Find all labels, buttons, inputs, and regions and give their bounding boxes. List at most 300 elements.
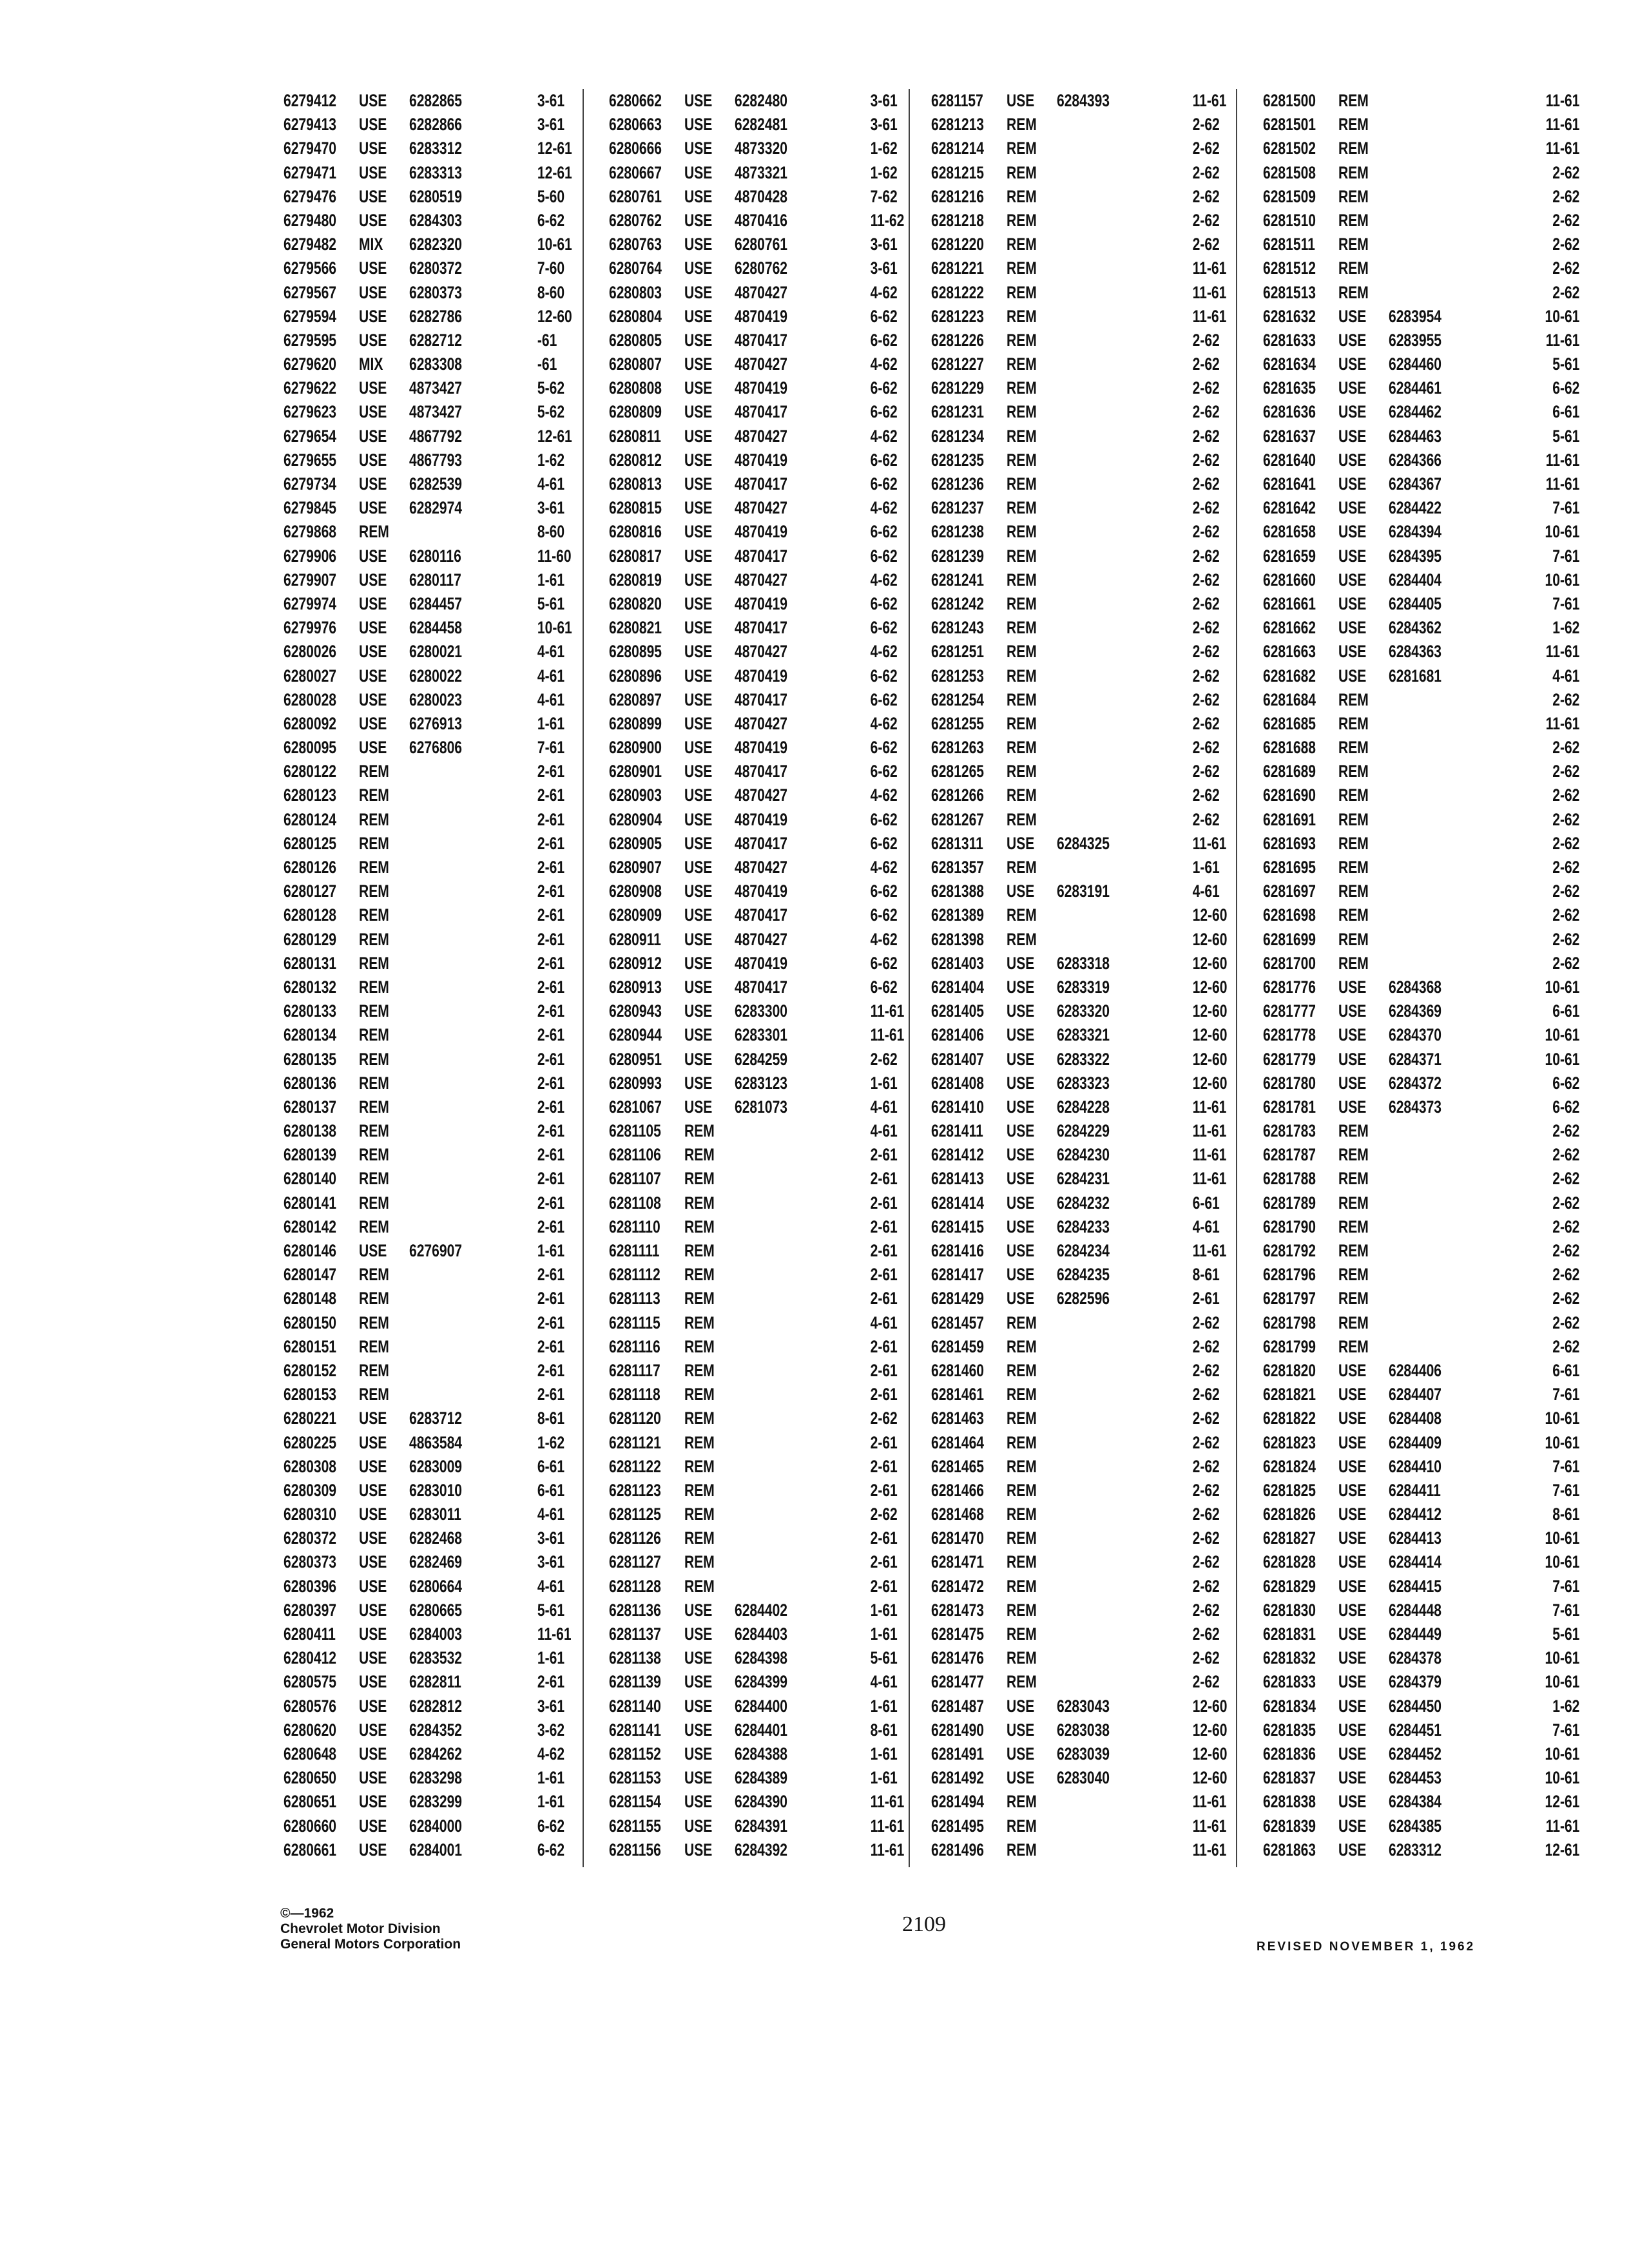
revision-date: 11-60 <box>537 546 572 566</box>
catalog-row <box>1263 1766 1585 1790</box>
action-code: REM <box>359 1097 389 1117</box>
part-number: 6281799 <box>1263 1336 1316 1356</box>
part-number: 6281790 <box>1263 1216 1316 1236</box>
revision-date: 8-61 <box>870 1720 898 1740</box>
action-code: REM <box>359 1265 389 1285</box>
catalog-row <box>609 736 930 760</box>
revision-date: 2-62 <box>1192 689 1220 709</box>
catalog-row <box>284 400 605 424</box>
replacement-part-number: 4863584 <box>409 1432 462 1452</box>
catalog-row <box>609 137 930 160</box>
revision-date: 1-61 <box>537 1792 565 1812</box>
catalog-row <box>609 1311 930 1335</box>
action-code: USE <box>684 1768 713 1788</box>
catalog-row <box>931 1646 1253 1670</box>
catalog-row <box>284 544 605 568</box>
part-number: 6281635 <box>1263 378 1316 398</box>
revision-date: 11-61 <box>870 1816 905 1836</box>
replacement-part-number: 6283954 <box>1389 306 1441 326</box>
revision-date: 2-61 <box>537 833 565 853</box>
catalog-row <box>609 1766 930 1790</box>
part-number: 6281492 <box>931 1768 984 1788</box>
replacement-part-number: 6282866 <box>409 115 462 135</box>
catalog-row <box>931 568 1253 592</box>
action-code: REM <box>359 1025 389 1045</box>
catalog-row <box>931 999 1253 1023</box>
revision-date: 7-61 <box>1552 1600 1580 1620</box>
revision-date: 2-62 <box>1552 1265 1580 1285</box>
replacement-part-number: 6283010 <box>409 1480 462 1500</box>
part-number: 6281659 <box>1263 546 1316 566</box>
catalog-row <box>931 1479 1253 1503</box>
catalog-row <box>1263 1119 1585 1143</box>
action-code: REM <box>1007 593 1037 613</box>
action-code: USE <box>1338 618 1367 638</box>
catalog-row <box>609 1431 930 1455</box>
part-number: 6280907 <box>609 858 662 877</box>
part-number: 6281836 <box>1263 1744 1316 1763</box>
action-code: USE <box>359 1792 387 1812</box>
action-code: REM <box>359 833 389 853</box>
action-code: USE <box>684 330 713 350</box>
part-number: 6280811 <box>609 426 661 446</box>
catalog-row <box>284 425 605 448</box>
action-code: USE <box>359 738 387 758</box>
revision-date: 10-61 <box>1545 1025 1580 1045</box>
part-number: 6280127 <box>284 881 336 901</box>
part-number: 6281266 <box>931 785 984 805</box>
part-number: 6279654 <box>284 426 336 446</box>
revision-date: -61 <box>537 330 557 350</box>
catalog-row <box>609 1023 930 1047</box>
revision-date: 2-61 <box>870 1552 898 1572</box>
action-code: USE <box>684 1600 713 1620</box>
revision-date: 10-61 <box>1545 570 1580 590</box>
replacement-part-number: 6283038 <box>1057 1720 1110 1740</box>
part-number: 6280815 <box>609 498 662 518</box>
part-number: 6281513 <box>1263 282 1316 302</box>
action-code: USE <box>359 1576 387 1596</box>
action-code: USE <box>1007 881 1035 901</box>
action-code: USE <box>1007 1097 1035 1117</box>
part-number: 6281464 <box>931 1432 984 1452</box>
part-number: 6281634 <box>1263 354 1316 374</box>
catalog-row <box>931 400 1253 424</box>
revision-date: 11-61 <box>1192 1169 1227 1189</box>
action-code: USE <box>359 1624 387 1644</box>
revision-date: 5-61 <box>1552 354 1580 374</box>
action-code: USE <box>684 1792 713 1812</box>
revision-date: 2-62 <box>1192 402 1220 422</box>
action-code: USE <box>359 1504 387 1524</box>
action-code: REM <box>1338 1121 1369 1141</box>
action-code: USE <box>359 186 387 206</box>
action-code: USE <box>359 402 387 422</box>
part-number: 6280812 <box>609 450 662 470</box>
part-number: 6281685 <box>1263 713 1316 733</box>
replacement-part-number: 6280373 <box>409 282 462 302</box>
revision-date: 12-61 <box>537 139 572 159</box>
revision-date: 2-62 <box>1192 1336 1220 1356</box>
revision-date: 2-62 <box>870 1408 898 1428</box>
action-code: REM <box>684 1336 715 1356</box>
action-code: USE <box>1338 1385 1367 1405</box>
revision-date: 2-62 <box>1192 426 1220 446</box>
revision-date: 11-61 <box>1545 115 1580 135</box>
replacement-part-number: 4870427 <box>735 713 787 733</box>
catalog-row <box>1263 305 1585 329</box>
catalog-row <box>609 1048 930 1072</box>
part-number: 6281691 <box>1263 809 1316 829</box>
catalog-row <box>1263 496 1585 520</box>
part-number: 6280397 <box>284 1600 336 1620</box>
action-code: USE <box>359 1816 387 1836</box>
revision-date: 5-62 <box>537 378 565 398</box>
revision-date: 2-61 <box>870 1432 898 1452</box>
part-number: 6281468 <box>931 1504 984 1524</box>
revision-date: 1-61 <box>537 1648 565 1668</box>
catalog-row <box>609 1383 930 1407</box>
catalog-row <box>1263 903 1585 927</box>
catalog-row <box>1263 1359 1585 1383</box>
part-number: 6281108 <box>609 1193 661 1213</box>
catalog-row <box>609 1599 930 1622</box>
action-code: USE <box>684 593 713 613</box>
revision-date: 2-61 <box>537 1312 565 1332</box>
part-number: 6281242 <box>931 593 984 613</box>
part-number: 6281470 <box>931 1528 984 1548</box>
revision-date: 2-62 <box>1552 1336 1580 1356</box>
part-number: 6280913 <box>609 977 662 997</box>
action-code: REM <box>1007 1360 1037 1380</box>
catalog-row <box>609 664 930 688</box>
catalog-row <box>1263 233 1585 256</box>
part-number: 6280897 <box>609 689 662 709</box>
replacement-part-number: 4870428 <box>735 186 787 206</box>
catalog-row <box>284 1143 605 1167</box>
action-code: REM <box>1338 833 1369 853</box>
part-number: 6280764 <box>609 258 662 278</box>
catalog-row <box>284 783 605 807</box>
action-code: USE <box>1338 1073 1367 1093</box>
catalog-row <box>931 1526 1253 1550</box>
catalog-row <box>1263 664 1585 688</box>
catalog-row <box>284 856 605 879</box>
replacement-part-number: 6284262 <box>409 1744 462 1763</box>
action-code: USE <box>359 474 387 494</box>
catalog-row <box>1263 256 1585 280</box>
revision-date: 4-61 <box>537 689 565 709</box>
revision-date: 11-61 <box>1545 91 1580 110</box>
part-number: 6279594 <box>284 306 336 326</box>
replacement-part-number: 6282712 <box>409 330 462 350</box>
catalog-row <box>1263 1718 1585 1742</box>
catalog-row <box>609 928 930 952</box>
catalog-row <box>284 1191 605 1215</box>
revision-date: 11-61 <box>537 1624 572 1644</box>
action-code: USE <box>684 1025 713 1045</box>
catalog-row <box>1263 1479 1585 1503</box>
replacement-part-number: 6284415 <box>1389 1576 1441 1596</box>
part-number: 6280911 <box>609 929 661 949</box>
action-code: REM <box>359 1193 389 1213</box>
part-number: 6279482 <box>284 235 336 255</box>
revision-date: 5-61 <box>1552 426 1580 446</box>
revision-date: 2-62 <box>1192 1408 1220 1428</box>
replacement-part-number: 6284412 <box>1389 1504 1441 1524</box>
action-code: REM <box>359 929 389 949</box>
catalog-row <box>1263 640 1585 664</box>
action-code: REM <box>684 1312 715 1332</box>
action-code: USE <box>1007 1049 1035 1069</box>
revision-date: 2-61 <box>537 1145 565 1165</box>
action-code: REM <box>1007 1528 1037 1548</box>
catalog-row <box>931 209 1253 233</box>
action-code: USE <box>359 378 387 398</box>
catalog-row <box>1263 999 1585 1023</box>
part-number: 6281229 <box>931 378 984 398</box>
catalog-row <box>931 712 1253 736</box>
part-number: 6281140 <box>609 1696 661 1716</box>
catalog-row <box>931 281 1253 305</box>
catalog-row <box>1263 400 1585 424</box>
replacement-part-number: 4870417 <box>735 546 787 566</box>
action-code: REM <box>1007 522 1037 542</box>
revision-date: 8-61 <box>537 1408 565 1428</box>
revision-date: 11-61 <box>1545 713 1580 733</box>
part-number: 6281404 <box>931 977 984 997</box>
part-number: 6280135 <box>284 1049 336 1069</box>
replacement-part-number: 4870427 <box>735 282 787 302</box>
replacement-part-number: 6284000 <box>409 1816 462 1836</box>
replacement-part-number: 6284003 <box>409 1624 462 1644</box>
replacement-part-number: 4873427 <box>409 402 462 422</box>
part-number: 6281508 <box>1263 162 1316 182</box>
catalog-row <box>1263 1383 1585 1407</box>
action-code: REM <box>1338 1145 1369 1165</box>
catalog-row <box>284 640 605 664</box>
revision-date: 2-62 <box>1552 1216 1580 1236</box>
catalog-row <box>1263 1095 1585 1119</box>
replacement-part-number: 6284393 <box>1057 91 1110 110</box>
replacement-part-number: 6284399 <box>735 1672 787 1692</box>
part-number: 6281417 <box>931 1265 984 1285</box>
catalog-row <box>1263 185 1585 209</box>
revision-date: 11-61 <box>1192 1145 1227 1165</box>
part-number: 6280666 <box>609 139 662 159</box>
action-code: USE <box>1007 1720 1035 1740</box>
action-code: REM <box>359 1312 389 1332</box>
action-code: REM <box>684 1456 715 1476</box>
catalog-row <box>609 760 930 783</box>
part-number: 6280575 <box>284 1672 336 1692</box>
action-code: REM <box>1338 1265 1369 1285</box>
replacement-part-number: 6284392 <box>735 1840 787 1860</box>
part-number: 6281789 <box>1263 1193 1316 1213</box>
replacement-part-number: 6284460 <box>1389 354 1441 374</box>
revision-date: 7-61 <box>1552 1456 1580 1476</box>
action-code: USE <box>1338 1001 1367 1021</box>
action-code: USE <box>684 258 713 278</box>
catalog-row <box>931 1287 1253 1311</box>
catalog-row <box>1263 712 1585 736</box>
catalog-row <box>931 1263 1253 1287</box>
catalog-row <box>284 952 605 975</box>
action-code: USE <box>1338 1600 1367 1620</box>
part-number: 6280131 <box>284 953 336 973</box>
catalog-row <box>1263 928 1585 952</box>
action-code: USE <box>359 618 387 638</box>
action-code: MIX <box>359 235 383 255</box>
replacement-part-number: 6284369 <box>1389 1001 1441 1021</box>
catalog-row <box>1263 1191 1585 1215</box>
replacement-part-number: 6284001 <box>409 1840 462 1860</box>
action-code: REM <box>1007 1792 1037 1812</box>
action-code: USE <box>1338 1480 1367 1500</box>
replacement-part-number: 6284389 <box>735 1768 787 1788</box>
action-code: USE <box>684 498 713 518</box>
revision-date: 2-61 <box>537 1216 565 1236</box>
revision-date: 2-62 <box>1552 1289 1580 1309</box>
catalog-row <box>284 305 605 329</box>
revision-date: 2-61 <box>870 1265 898 1285</box>
action-code: REM <box>1338 1312 1369 1332</box>
catalog-row <box>931 1599 1253 1622</box>
revision-date: 7-62 <box>870 186 898 206</box>
catalog-row <box>284 448 605 472</box>
revision-date: 11-62 <box>870 210 905 230</box>
catalog-row <box>284 1167 605 1191</box>
action-code: REM <box>1338 785 1369 805</box>
replacement-part-number: 4870419 <box>735 881 787 901</box>
part-number: 6281220 <box>931 235 984 255</box>
part-number: 6281495 <box>931 1816 984 1836</box>
part-number: 6281461 <box>931 1385 984 1405</box>
revision-date: 2-62 <box>1192 498 1220 518</box>
revision-date: 2-61 <box>537 1360 565 1380</box>
part-number: 6279480 <box>284 210 336 230</box>
revision-date: 6-62 <box>870 593 898 613</box>
revision-date: 4-61 <box>870 1097 898 1117</box>
part-number: 6280803 <box>609 282 662 302</box>
revision-date: 6-62 <box>870 881 898 901</box>
replacement-part-number: 6284461 <box>1389 378 1441 398</box>
catalog-row <box>609 352 930 376</box>
catalog-row <box>931 1239 1253 1263</box>
revision-date: 2-62 <box>1192 1624 1220 1644</box>
action-code: REM <box>1338 881 1369 901</box>
publisher-block <box>280 1906 461 1952</box>
revision-date: 2-62 <box>1192 570 1220 590</box>
revision-date: 2-61 <box>537 1672 565 1692</box>
revision-date: 2-62 <box>1552 1145 1580 1165</box>
revision-date: 6-62 <box>870 809 898 829</box>
part-number: 6281684 <box>1263 689 1316 709</box>
part-number: 6281658 <box>1263 522 1316 542</box>
revision-date: 2-62 <box>1552 235 1580 255</box>
part-number: 6281139 <box>609 1672 661 1692</box>
part-number: 6281136 <box>609 1600 661 1620</box>
part-number: 6280225 <box>284 1432 336 1452</box>
replacement-part-number: 6283009 <box>409 1456 462 1476</box>
part-number: 6280816 <box>609 522 662 542</box>
revision-date: 2-62 <box>1552 905 1580 925</box>
replacement-part-number: 6284404 <box>1389 570 1441 590</box>
part-number: 6280372 <box>284 1528 336 1548</box>
catalog-row <box>931 1455 1253 1479</box>
part-number: 6281115 <box>609 1312 660 1332</box>
catalog-row <box>931 1622 1253 1646</box>
catalog-row <box>609 1215 930 1239</box>
revision-date: 3-62 <box>537 1720 565 1740</box>
part-number: 6281213 <box>931 115 984 135</box>
catalog-row <box>931 472 1253 496</box>
catalog-row <box>1263 1407 1585 1430</box>
action-code: USE <box>1338 1432 1367 1452</box>
part-number: 6281411 <box>931 1121 983 1141</box>
catalog-row <box>609 329 930 352</box>
revision-date: 11-61 <box>870 1840 905 1860</box>
part-number: 6281822 <box>1263 1408 1316 1428</box>
part-number: 6281253 <box>931 666 984 686</box>
part-number: 6281222 <box>931 282 984 302</box>
part-number: 6281254 <box>931 689 984 709</box>
action-code: REM <box>1338 738 1369 758</box>
catalog-row <box>284 520 605 544</box>
action-code: USE <box>1338 1049 1367 1069</box>
part-number: 6280661 <box>284 1840 336 1860</box>
catalog-row <box>931 544 1253 568</box>
part-number: 6280620 <box>284 1720 336 1740</box>
part-number: 6281839 <box>1263 1816 1316 1836</box>
catalog-row <box>609 640 930 664</box>
part-number: 6280310 <box>284 1504 336 1524</box>
action-code: REM <box>1007 1840 1037 1860</box>
replacement-part-number: 6284394 <box>1389 522 1441 542</box>
revision-date: 2-61 <box>537 1265 565 1285</box>
catalog-row <box>609 1359 930 1383</box>
revision-date: 6-62 <box>870 905 898 925</box>
revision-date: 10-61 <box>1545 1552 1580 1572</box>
part-number: 6280147 <box>284 1265 336 1285</box>
action-code: REM <box>1007 1600 1037 1620</box>
part-number: 6280763 <box>609 235 662 255</box>
revision-date: 4-62 <box>870 426 898 446</box>
action-code: USE <box>1338 1360 1367 1380</box>
part-number: 6280146 <box>284 1241 336 1260</box>
action-code: REM <box>1007 474 1037 494</box>
action-code: USE <box>1007 1193 1035 1213</box>
action-code: REM <box>359 977 389 997</box>
catalog-row <box>931 1790 1253 1814</box>
part-number: 6280132 <box>284 977 336 997</box>
part-number: 6280136 <box>284 1073 336 1093</box>
replacement-part-number: 4870419 <box>735 450 787 470</box>
action-code: REM <box>1338 858 1369 877</box>
part-number: 6281243 <box>931 618 984 638</box>
revision-date: 3-61 <box>537 1696 565 1716</box>
catalog-row <box>284 879 605 903</box>
replacement-part-number: 6282320 <box>409 235 462 255</box>
catalog-row <box>931 1695 1253 1718</box>
revision-date: 2-62 <box>1552 738 1580 758</box>
replacement-part-number: 6280117 <box>409 570 461 590</box>
catalog-row <box>284 1383 605 1407</box>
part-number: 6281778 <box>1263 1025 1316 1045</box>
catalog-row <box>931 1215 1253 1239</box>
replacement-part-number: 6284400 <box>735 1696 787 1716</box>
revision-date: 2-61 <box>537 1336 565 1356</box>
